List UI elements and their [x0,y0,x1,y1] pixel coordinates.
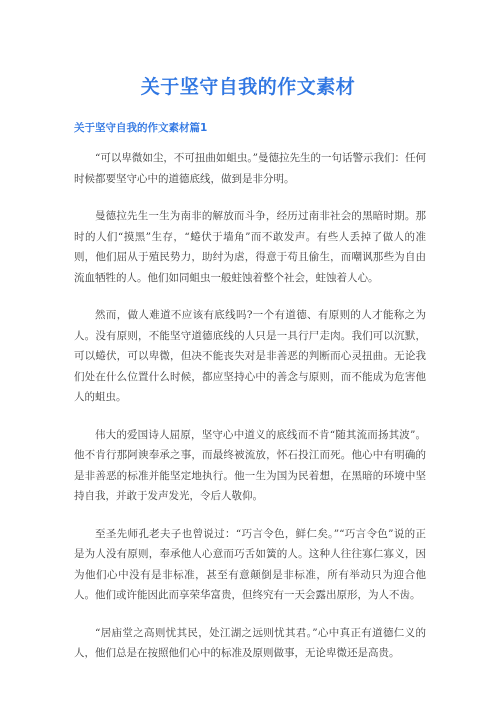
paragraph-5: 至圣先师孔老夫子也曾说过：“巧言令色，鲜仁矣。”“巧言令色”说的正是为人没有原则，奉承他人心意而巧舌如簧的人。这种人往往寡仁寡义，因为他们心中没有是非标准，甚至有意颠倒是非标准，所有举动只为迎合他人。他们或许能因此而享荣华富贵，但终究有一天会露出原形，为人不齿。 [74,527,426,601]
document-body [74,148,426,681]
document-title: 关于坚守自我的作文素材 [140,76,356,98]
section-heading: 关于坚守自我的作文素材篇1 [74,122,208,134]
paragraph-3: 然而，做人难道不应该有底线吗?一个有道德、有原则的人才能称之为人。没有原则，不能坚守道德底线的人只是一具行尸走肉。我们可以沉默，可以蜷伏，可以卑微，但决不能丧失对是非善恶的判断而心灵扭曲。无论我们处在什么位置什么时候，都应坚持心中的善念与原则，而不能成为危害他人的蛆虫。 [74,309,426,403]
paragraph-6: “居庙堂之高则忧其民，处江湖之远则忧其君。”心中真正有道德仁义的人，他们总是在按照他们心中的标准及原则做事，无论卑微还是高贵。 [74,626,426,659]
paragraph-1: “可以卑微如尘，不可扭曲如蛆虫。”曼德拉先生的一句话警示我们：任何时候都要坚守心中的道德底线，做到是非分明。 [74,152,426,185]
paragraph-2: 曼德拉先生一生为南非的解放而斗争，经历过南非社会的黑暗时期。那时的人们“摸黑”生存，“蜷伏于墙角”而不敢发声。有些人丢掉了做人的准则，他们屈从于殖民势力，助纣为虐，得意于苟且偷生，而嘲讽那些为自由流血牺牲的人。他们如同蛆虫一般蛀蚀着整个社会，蛀蚀着人心。 [74,210,426,284]
paragraph-4: 伟大的爱国诗人屈原，坚守心中道义的底线而不肯“随其流而扬其波”。他不肯行那阿谀奉承之事，而最终被流放，怀石投江而死。他心中有明确的是非善恶的标准并能坚定地执行。他一生为国为民着想，在黑暗的环境中坚持自我，并敢于发声发光，令后人敬仰。 [74,428,426,502]
